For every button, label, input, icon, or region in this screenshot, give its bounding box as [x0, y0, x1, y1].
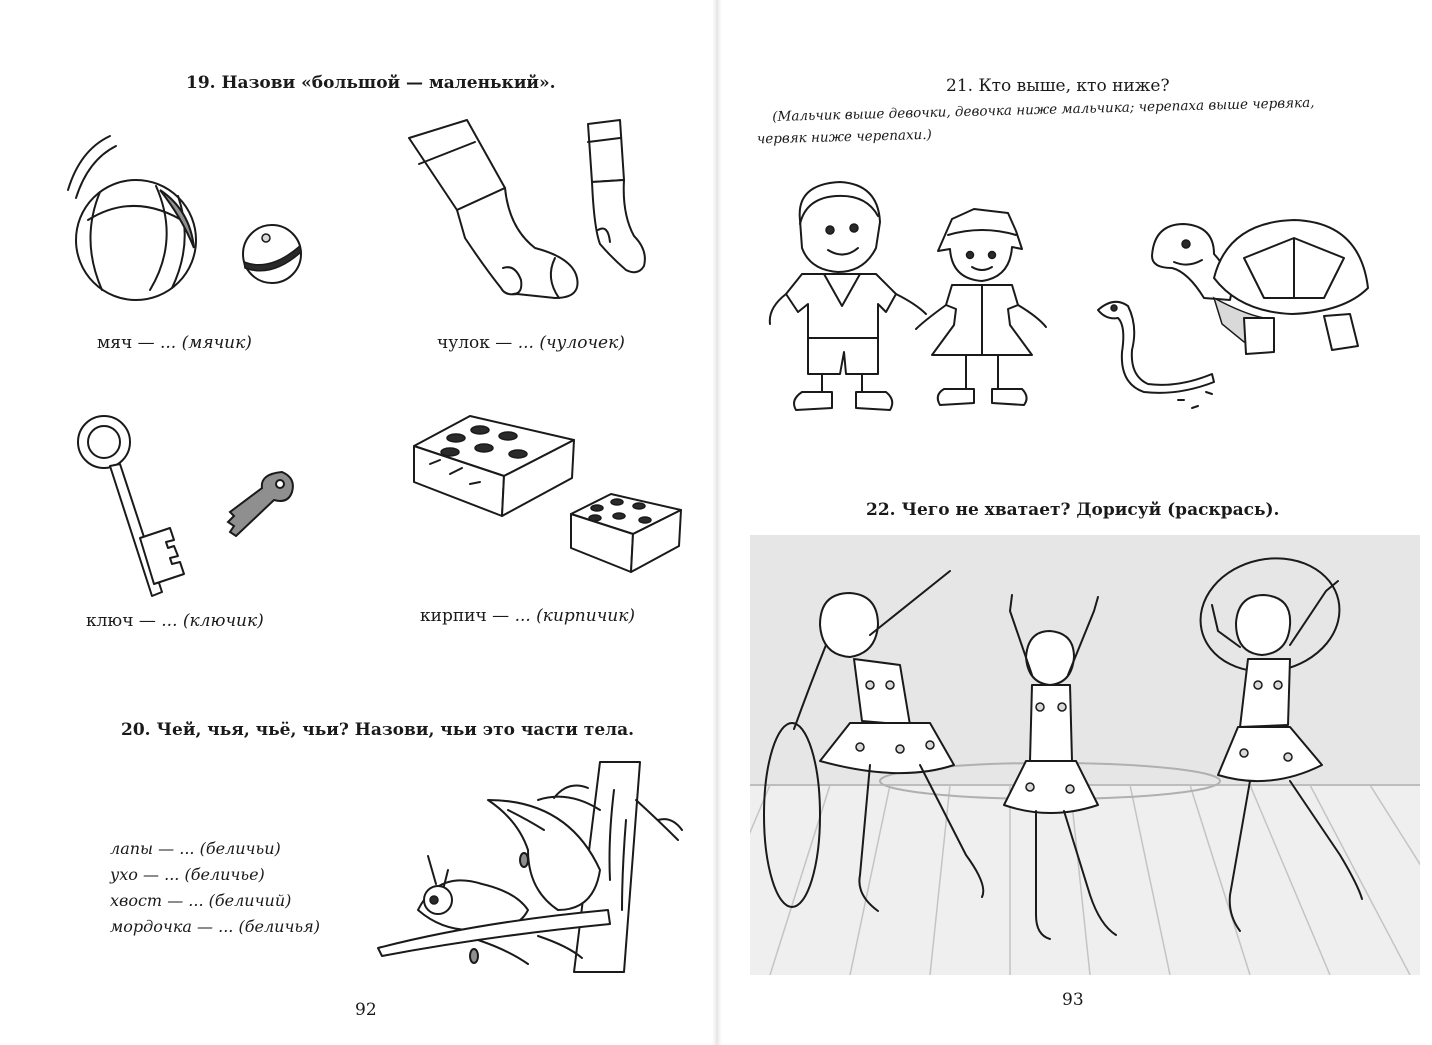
girl-icon — [912, 205, 1052, 420]
answer-line: хвост — ... (беличий) — [110, 891, 292, 910]
big-sock-icon — [405, 118, 595, 308]
exercise-20-title: 20. Чей, чья, чьё, чьи? Назови, чьи это части тела. — [121, 720, 635, 740]
caption-brick: кирпич — ... (кирпичик) — [420, 606, 635, 626]
answer-line: ухо — ... (беличье) — [110, 865, 265, 884]
small-key-icon — [222, 470, 297, 545]
boy-icon — [766, 178, 936, 418]
exercise-21-title: 21. Кто выше, кто ниже? — [946, 76, 1170, 96]
note-line: червяк ниже черепахи.) — [756, 126, 933, 148]
exercise-22-title: 22. Чего не хватает? Дорисуй (раскрась). — [866, 500, 1280, 520]
big-ball-icon — [60, 130, 210, 300]
big-key-icon — [70, 414, 200, 604]
caption-key: ключ — ... (ключик) — [86, 611, 264, 631]
worm-icon — [1088, 296, 1228, 416]
small-ball-icon — [240, 220, 310, 290]
answer-line: мордочка — ... (беличья) — [110, 917, 320, 936]
squirrel-on-tree-icon — [378, 760, 698, 975]
exercise-20-answers — [110, 836, 320, 940]
small-sock-icon — [578, 118, 668, 278]
exercise-21-note — [756, 90, 1393, 150]
caption-ball: мяч — ... (мячик) — [97, 333, 252, 353]
big-brick-icon — [410, 412, 580, 522]
exercise-19-title: 19. Назови «большой — маленький». — [186, 73, 556, 93]
small-brick-icon — [567, 490, 687, 580]
page-number: 93 — [1062, 990, 1084, 1010]
caption-sock: чулок — ... (чулочек) — [437, 333, 625, 353]
page-number: 92 — [355, 1000, 377, 1020]
answer-line: лапы — ... (беличьи) — [110, 839, 281, 858]
gymnasts-scene-icon — [750, 535, 1420, 975]
note-line: (Мальчик выше девочки, девочка ниже мальчика; черепаха выше червяка, — [772, 94, 1315, 125]
page-93 — [716, 0, 1432, 1045]
